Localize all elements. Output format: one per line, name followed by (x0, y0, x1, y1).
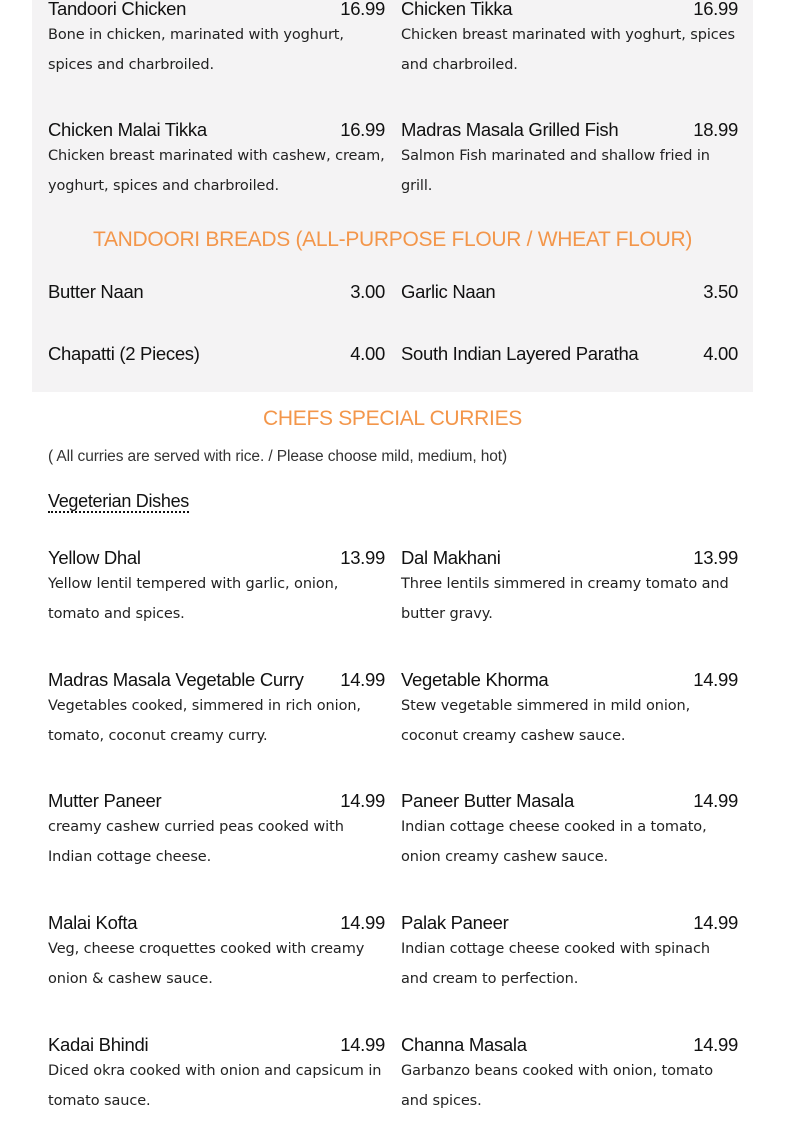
item-description: Chicken breast marinated with cashew, cream, yoghurt, spices and charbroiled. (48, 148, 385, 194)
item-price: 13.99 (340, 547, 385, 568)
vegetarian-subheading: Vegeterian Dishes (48, 491, 189, 511)
menu-item (401, 912, 738, 994)
menu-item (401, 669, 738, 751)
item-name: Madras Masala Grilled Fish (401, 119, 619, 140)
item-description: creamy cashew curried peas cooked with Indian cottage cheese. (48, 819, 344, 865)
item-name: Palak Paneer (401, 912, 509, 933)
menu-item (48, 281, 385, 303)
menu-item (401, 281, 738, 303)
menu-item (48, 1034, 385, 1116)
item-price: 14.99 (693, 1034, 738, 1055)
item-name: Paneer Butter Masala (401, 790, 574, 811)
menu-item (401, 343, 738, 365)
item-price: 14.99 (340, 912, 385, 933)
item-name: Kadai Bhindi (48, 1034, 149, 1055)
item-name: Chicken Malai Tikka (48, 119, 207, 140)
item-name: Butter Naan (48, 281, 144, 302)
breads-heading: TANDOORI BREADS (ALL-PURPOSE FLOUR / WHEAT FLOUR) (92, 228, 693, 251)
item-name: Garlic Naan (401, 281, 496, 302)
item-description: Diced okra cooked with onion and capsicum in tomato sauce. (48, 1063, 382, 1109)
item-price: 14.99 (340, 1034, 385, 1055)
item-price: 16.99 (340, 119, 385, 140)
item-description: Stew vegetable simmered in mild onion, coconut creamy cashew sauce. (401, 698, 691, 744)
item-price: 14.99 (693, 790, 738, 811)
item-price: 14.99 (340, 790, 385, 811)
item-price: 4.00 (703, 343, 738, 364)
item-price: 14.99 (340, 669, 385, 690)
item-price: 16.99 (693, 0, 738, 19)
curries-heading: CHEFS SPECIAL CURRIES (263, 407, 522, 430)
curries-note: ( All curries are served with rice. / Please choose mild, medium, hot) (48, 448, 508, 465)
item-description: Veg, cheese croquettes cooked with creamy onion & cashew sauce. (48, 941, 365, 987)
item-description: Yellow lentil tempered with garlic, onion, tomato and spices. (48, 576, 339, 622)
item-description: Vegetables cooked, simmered in rich onion, tomato, coconut creamy curry. (48, 698, 361, 744)
item-price: 16.99 (340, 0, 385, 19)
menu-item (48, 343, 385, 365)
menu-item (48, 790, 385, 872)
item-name: South Indian Layered Paratha (401, 343, 639, 364)
item-name: Malai Kofta (48, 912, 138, 933)
item-description: Indian cottage cheese cooked in a tomato, onion creamy cashew sauce. (401, 819, 707, 865)
item-price: 14.99 (693, 669, 738, 690)
item-price: 3.00 (350, 281, 385, 302)
menu-item (48, 912, 385, 994)
item-name: Channa Masala (401, 1034, 527, 1055)
menu-item (48, 669, 385, 751)
menu-item (48, 0, 385, 80)
item-name: Madras Masala Vegetable Curry (48, 669, 304, 690)
menu-item (48, 547, 385, 629)
menu-item (401, 119, 738, 201)
item-description: Salmon Fish marinated and shallow fried in grill. (401, 148, 710, 194)
item-description: Garbanzo beans cooked with onion, tomato and spices. (401, 1063, 714, 1109)
item-name: Tandoori Chicken (48, 0, 187, 19)
item-price: 14.99 (693, 912, 738, 933)
item-name: Mutter Paneer (48, 790, 162, 811)
item-description: Chicken breast marinated with yoghurt, spices and charbroiled. (401, 27, 735, 73)
item-description: Bone in chicken, marinated with yoghurt, spices and charbroiled. (48, 27, 344, 73)
menu-item (401, 0, 738, 80)
item-price: 4.00 (350, 343, 385, 364)
item-price: 13.99 (693, 547, 738, 568)
menu-item (401, 790, 738, 872)
item-name: Chapatti (2 Pieces) (48, 343, 200, 364)
item-name: Chicken Tikka (401, 0, 513, 19)
item-description: Three lentils simmered in creamy tomato and butter gravy. (401, 576, 729, 622)
item-name: Vegetable Khorma (401, 669, 549, 690)
item-name: Dal Makhani (401, 547, 501, 568)
menu-item (401, 1034, 738, 1116)
item-name: Yellow Dhal (48, 547, 141, 568)
item-description: Indian cottage cheese cooked with spinach and cream to perfection. (401, 941, 710, 987)
item-price: 3.50 (703, 281, 738, 302)
item-price: 18.99 (693, 119, 738, 140)
menu-item (401, 547, 738, 629)
menu-item (48, 119, 385, 201)
